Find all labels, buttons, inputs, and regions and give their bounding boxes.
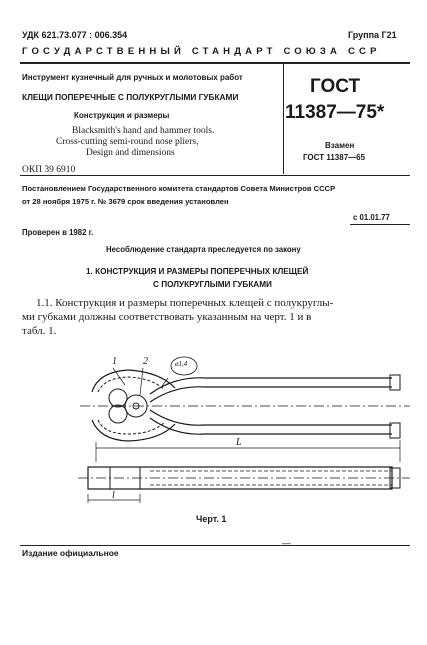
english-title-2: Cross-cutting semi-round nose pliers, [56, 137, 199, 147]
section-heading-2: С ПОЛУКРУГЛЫМИ ГУБКАМИ [153, 280, 272, 289]
callout-label-diameter: ø1,4 [175, 360, 188, 368]
okp-code: ОКП 39 6910 [22, 165, 76, 175]
date-underline [350, 224, 410, 225]
title-bottom-rule [20, 175, 410, 176]
checked-year: Проверен в 1982 г. [22, 228, 94, 237]
state-standard-banner: ГОСУДАРСТВЕННЫЙ СТАНДАРТ СОЮЗА ССР [22, 46, 381, 57]
udk-code: УДК 621.73.077 : 006.354 [22, 30, 128, 40]
legal-notice: Несоблюдение стандарта преследуется по закону [106, 245, 301, 254]
replaces-label: Взамен [325, 141, 355, 150]
replaces-value: ГОСТ 11387—65 [303, 153, 366, 162]
official-edition: Издание официальное [22, 548, 119, 558]
dimension-label-L: L [236, 437, 242, 448]
dimension-label-l: l [112, 490, 115, 501]
paragraph-line-3: табл. 1. [22, 325, 57, 337]
document-title: КЛЕЩИ ПОПЕРЕЧНЫЕ С ПОЛУКРУГЛЫМИ ГУБКАМИ [22, 92, 239, 102]
group-code: Группа Г21 [348, 30, 397, 40]
category-line: Инструмент кузнечный для ручных и молотовых работ [22, 73, 243, 82]
pliers-side-view [78, 467, 410, 503]
paragraph-line-1: 1.1. Конструкция и размеры поперечных клещей с полукруглы- [36, 297, 334, 309]
english-title-3: Design and dimensions [86, 148, 175, 158]
footer-rule [20, 545, 410, 546]
document-subtitle: Конструкция и размеры [74, 111, 170, 120]
resolution-line-2: от 28 ноября 1975 г. № 3679 срок введения установлен [22, 197, 229, 206]
effective-date: с 01.01.77 [353, 213, 390, 222]
footer-dash: — [282, 538, 291, 548]
english-title-1: Blacksmith's hand and hammer tools. [72, 126, 215, 136]
pliers-top-view [80, 357, 410, 462]
callout-label-1: 1 [112, 356, 117, 367]
resolution-line-1: Постановлением Государственного комитета стандартов Совета Министров СССР [22, 184, 336, 193]
section-heading-1: 1. КОНСТРУКЦИЯ И РАЗМЕРЫ ПОПЕРЕЧНЫХ КЛЕЩЕЙ [86, 267, 309, 276]
gost-number: 11387—75* [285, 102, 385, 123]
top-rule [20, 62, 410, 64]
title-divider-vertical [283, 64, 284, 174]
gost-label: ГОСТ [310, 76, 361, 97]
figure-caption: Черт. 1 [196, 514, 227, 524]
callout-label-2: 2 [143, 356, 148, 367]
paragraph-line-2: ми губками должны соответствовать указанным на черт. 1 и в [22, 311, 312, 323]
